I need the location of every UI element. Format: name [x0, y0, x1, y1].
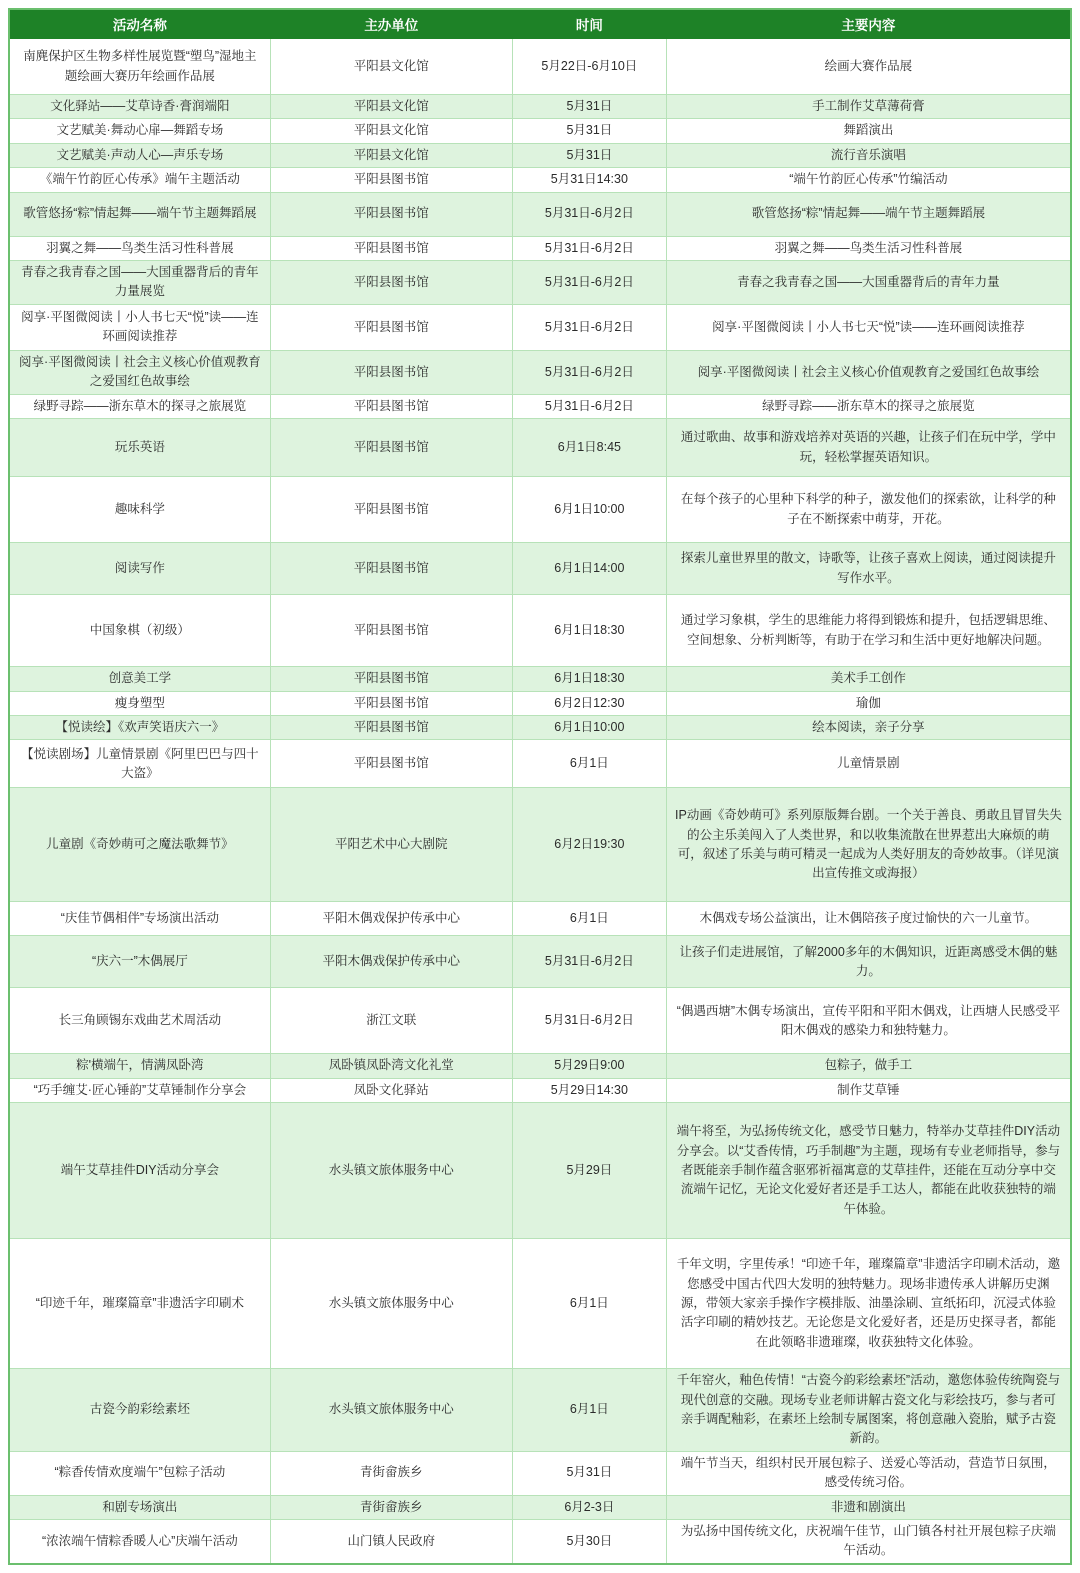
time-cell: 5月31日14:30: [512, 168, 666, 192]
time-cell: 5月29日9:00: [512, 1054, 666, 1078]
activity-name-cell: 文化驿站——艾草诗香·膏润端阳: [9, 95, 270, 119]
time-cell: 5月31日: [512, 95, 666, 119]
activity-name-cell: 南麂保护区生物多样性展览暨“塑鸟”湿地主题绘画大赛历年绘画作品展: [9, 39, 270, 95]
activity-name-cell: 【悦读绘】《欢声笑语庆六一》: [9, 716, 270, 740]
content-cell: “偶遇西塘”木偶专场演出，宣传平阳和平阳木偶戏，让西塘人民感受平阳木偶戏的感染力和独特魅力。: [666, 988, 1071, 1054]
table-row: [9, 236, 1071, 260]
organizer-cell: 平阳县图书馆: [270, 350, 512, 394]
organizer-cell: 青街畲族乡: [270, 1495, 512, 1519]
table-row: [9, 168, 1071, 192]
content-cell: 手工制作艾草薄荷膏: [666, 95, 1071, 119]
activities-table: [8, 8, 1072, 1565]
time-cell: 6月1日: [512, 740, 666, 788]
table-row: [9, 1451, 1071, 1495]
activity-name-cell: 阅读写作: [9, 543, 270, 595]
activity-name-cell: 端午艾草挂件DIY活动分享会: [9, 1103, 270, 1239]
content-cell: IP动画《奇妙萌可》系列原版舞台剧。一个关于善良、勇敢且冒冒失失的公主乐美闯入了人类世界，和以收集流散在世界惹出大麻烦的萌可，叙述了乐美与萌可精灵一起成为人类好朋友的奇妙故事。（详见演出宣传推文或海报）: [666, 788, 1071, 902]
activity-name-cell: 玩乐英语: [9, 419, 270, 477]
table-row: [9, 394, 1071, 418]
content-cell: 阅享·平图微阅读丨社会主义核心价值观教育之爱国红色故事绘: [666, 350, 1071, 394]
organizer-cell: 凤卧镇凤卧湾文化礼堂: [270, 1054, 512, 1078]
table-row: [9, 95, 1071, 119]
activity-name-cell: 阅享·平图微阅读丨小人书七天“悦”读——连环画阅读推荐: [9, 304, 270, 350]
activities-table-body: [9, 39, 1071, 1564]
table-row: [9, 1520, 1071, 1564]
organizer-cell: 平阳县图书馆: [270, 595, 512, 667]
table-row: [9, 936, 1071, 988]
organizer-cell: 浙江文联: [270, 988, 512, 1054]
time-cell: 6月1日: [512, 902, 666, 936]
table-row: [9, 1369, 1071, 1452]
table-row: [9, 543, 1071, 595]
table-row: [9, 740, 1071, 788]
time-cell: 6月1日: [512, 1239, 666, 1369]
organizer-cell: 平阳木偶戏保护传承中心: [270, 936, 512, 988]
activity-name-cell: 中国象棋（初级）: [9, 595, 270, 667]
activity-name-cell: 《端午竹韵匠心传承》端午主题活动: [9, 168, 270, 192]
table-row: [9, 595, 1071, 667]
activity-name-cell: “浓浓端午情粽香暖人心”庆端午活动: [9, 1520, 270, 1564]
activity-name-cell: 【悦读剧场】儿童情景剧《阿里巴巴与四十大盗》: [9, 740, 270, 788]
time-cell: 5月31日-6月2日: [512, 988, 666, 1054]
organizer-cell: 平阳县图书馆: [270, 691, 512, 715]
table-row: [9, 988, 1071, 1054]
time-cell: 6月1日: [512, 1369, 666, 1452]
time-cell: 6月2日12:30: [512, 691, 666, 715]
organizer-cell: 平阳县图书馆: [270, 740, 512, 788]
content-cell: 探索儿童世界里的散文，诗歌等，让孩子喜欢上阅读，通过阅读提升写作水平。: [666, 543, 1071, 595]
activity-name-cell: “庆佳节偶相伴”专场演出活动: [9, 902, 270, 936]
activity-name-cell: 瘦身塑型: [9, 691, 270, 715]
organizer-cell: 平阳县图书馆: [270, 543, 512, 595]
table-row: [9, 1054, 1071, 1078]
column-header-organizer: 主办单位: [270, 9, 512, 39]
time-cell: 5月29日14:30: [512, 1078, 666, 1102]
activity-name-cell: 阅享·平图微阅读丨社会主义核心价值观教育之爱国红色故事绘: [9, 350, 270, 394]
activity-name-cell: 粽'横端午，情满凤卧湾: [9, 1054, 270, 1078]
organizer-cell: 平阳县图书馆: [270, 716, 512, 740]
content-cell: 绿野寻踪——浙东草木的探寻之旅展览: [666, 394, 1071, 418]
content-cell: 绘画大赛作品展: [666, 39, 1071, 95]
content-cell: 制作艾草锤: [666, 1078, 1071, 1102]
activity-name-cell: “印迹千年，璀璨篇章”非遗活字印刷术: [9, 1239, 270, 1369]
table-row: [9, 716, 1071, 740]
time-cell: 5月31日-6月2日: [512, 260, 666, 304]
table-row: [9, 477, 1071, 543]
content-cell: 流行音乐演唱: [666, 143, 1071, 167]
column-header-time: 时间: [512, 9, 666, 39]
time-cell: 5月29日: [512, 1103, 666, 1239]
content-cell: 在每个孩子的心里种下科学的种子，激发他们的探索欲，让科学的种子在不断探索中萌芽，开花。: [666, 477, 1071, 543]
table-row: [9, 143, 1071, 167]
organizer-cell: 平阳艺术中心大剧院: [270, 788, 512, 902]
activity-name-cell: 古瓷今韵彩绘素坯: [9, 1369, 270, 1452]
table-row: [9, 1495, 1071, 1519]
activity-name-cell: 文艺赋美·声动人心—声乐专场: [9, 143, 270, 167]
time-cell: 5月31日-6月2日: [512, 350, 666, 394]
organizer-cell: 水头镇文旅体服务中心: [270, 1369, 512, 1452]
content-cell: 美术手工创作: [666, 667, 1071, 691]
table-row: [9, 304, 1071, 350]
organizer-cell: 凤卧文化驿站: [270, 1078, 512, 1102]
time-cell: 6月2日19:30: [512, 788, 666, 902]
time-cell: 5月31日-6月2日: [512, 304, 666, 350]
table-row: [9, 788, 1071, 902]
time-cell: 5月22日-6月10日: [512, 39, 666, 95]
time-cell: 5月31日-6月2日: [512, 236, 666, 260]
organizer-cell: 平阳县图书馆: [270, 236, 512, 260]
organizer-cell: 平阳县文化馆: [270, 95, 512, 119]
table-row: [9, 1103, 1071, 1239]
content-cell: 通过歌曲、故事和游戏培养对英语的兴趣，让孩子们在玩中学，学中玩，轻松掌握英语知识。: [666, 419, 1071, 477]
content-cell: 千年文明，字里传承！“印迹千年，璀璨篇章”非遗活字印刷术活动，邀您感受中国古代四大发明的独特魅力。现场非遗传承人讲解历史渊源，带领大家亲手操作字模排版、油墨涂刷、宣纸拓印，沉浸式体验活字印刷的精妙技艺。无论您是文化爱好者，还是历史探寻者，都能在此领略非遗璀璨，收获独特文化体验。: [666, 1239, 1071, 1369]
time-cell: 6月1日18:30: [512, 667, 666, 691]
organizer-cell: 山门镇人民政府: [270, 1520, 512, 1564]
table-row: [9, 1078, 1071, 1102]
organizer-cell: 平阳县图书馆: [270, 304, 512, 350]
time-cell: 6月2-3日: [512, 1495, 666, 1519]
table-row: [9, 119, 1071, 143]
table-row: [9, 1239, 1071, 1369]
organizer-cell: 平阳县文化馆: [270, 39, 512, 95]
time-cell: 5月30日: [512, 1520, 666, 1564]
content-cell: 瑜伽: [666, 691, 1071, 715]
content-cell: 儿童情景剧: [666, 740, 1071, 788]
time-cell: 5月31日-6月2日: [512, 192, 666, 236]
activity-name-cell: 文艺赋美·舞动心扉—舞蹈专场: [9, 119, 270, 143]
content-cell: 让孩子们走进展馆，了解2000多年的木偶知识，近距离感受木偶的魅力。: [666, 936, 1071, 988]
organizer-cell: 平阳县图书馆: [270, 667, 512, 691]
table-row: [9, 39, 1071, 95]
activity-name-cell: “庆六一”木偶展厅: [9, 936, 270, 988]
time-cell: 6月1日10:00: [512, 477, 666, 543]
table-row: [9, 691, 1071, 715]
header-row: [9, 9, 1071, 39]
organizer-cell: 水头镇文旅体服务中心: [270, 1103, 512, 1239]
column-header-activity-name: 活动名称: [9, 9, 270, 39]
activity-name-cell: 儿童剧《奇妙萌可之魔法歌舞节》: [9, 788, 270, 902]
table-row: [9, 419, 1071, 477]
column-header-content: 主要内容: [666, 9, 1071, 39]
time-cell: 5月31日: [512, 119, 666, 143]
time-cell: 6月1日10:00: [512, 716, 666, 740]
time-cell: 5月31日: [512, 143, 666, 167]
content-cell: 舞蹈演出: [666, 119, 1071, 143]
organizer-cell: 平阳县图书馆: [270, 394, 512, 418]
content-cell: 羽翼之舞——鸟类生活习性科普展: [666, 236, 1071, 260]
time-cell: 6月1日18:30: [512, 595, 666, 667]
content-cell: 木偶戏专场公益演出，让木偶陪孩子度过愉快的六一儿童节。: [666, 902, 1071, 936]
content-cell: 青春之我青春之国——大国重器背后的青年力量: [666, 260, 1071, 304]
organizer-cell: 平阳县图书馆: [270, 477, 512, 543]
time-cell: 5月31日-6月2日: [512, 394, 666, 418]
time-cell: 6月1日14:00: [512, 543, 666, 595]
time-cell: 6月1日8:45: [512, 419, 666, 477]
content-cell: 通过学习象棋，学生的思维能力将得到锻炼和提升，包括逻辑思维、空间想象、分析判断等，有助于在学习和生活中更好地解决问题。: [666, 595, 1071, 667]
table-row: [9, 667, 1071, 691]
organizer-cell: 平阳县图书馆: [270, 192, 512, 236]
time-cell: 5月31日-6月2日: [512, 936, 666, 988]
activity-name-cell: 羽翼之舞——鸟类生活习性科普展: [9, 236, 270, 260]
organizer-cell: 平阳县文化馆: [270, 119, 512, 143]
content-cell: 非遗和剧演出: [666, 1495, 1071, 1519]
content-cell: 阅享·平图微阅读丨小人书七天“悦”读——连环画阅读推荐: [666, 304, 1071, 350]
content-cell: “端午竹韵匠心传承”竹编活动: [666, 168, 1071, 192]
organizer-cell: 平阳县图书馆: [270, 419, 512, 477]
table-row: [9, 192, 1071, 236]
table-row: [9, 260, 1071, 304]
activity-name-cell: 绿野寻踪——浙东草木的探寻之旅展览: [9, 394, 270, 418]
content-cell: 包粽子，做手工: [666, 1054, 1071, 1078]
content-cell: 端午将至，为弘扬传统文化，感受节日魅力，特举办艾草挂件DIY活动分享会。以“艾香传情，巧手制趣”为主题，现场有专业老师指导，参与者既能亲手制作蕴含驱邪祈福寓意的艾草挂件，还能在互动分享中交流端午记忆，无论文化爱好者还是手工达人，都能在此收获独特的端午体验。: [666, 1103, 1071, 1239]
activity-name-cell: 创意美工学: [9, 667, 270, 691]
activity-name-cell: 歌管悠扬“粽”情起舞——端午节主题舞蹈展: [9, 192, 270, 236]
content-cell: 绘本阅读，亲子分享: [666, 716, 1071, 740]
organizer-cell: 水头镇文旅体服务中心: [270, 1239, 512, 1369]
content-cell: 为弘扬中国传统文化，庆祝端午佳节，山门镇各村社开展包粽子庆端午活动。: [666, 1520, 1071, 1564]
organizer-cell: 青街畲族乡: [270, 1451, 512, 1495]
activity-name-cell: 和剧专场演出: [9, 1495, 270, 1519]
activity-name-cell: 长三角顾锡东戏曲艺术周活动: [9, 988, 270, 1054]
table-header: [9, 9, 1071, 39]
activity-name-cell: “粽香传情欢度端午”包粽子活动: [9, 1451, 270, 1495]
organizer-cell: 平阳县图书馆: [270, 260, 512, 304]
table-row: [9, 902, 1071, 936]
content-cell: 千年窑火，釉色传情！“古瓷今韵彩绘素坯”活动，邀您体验传统陶瓷与现代创意的交融。现场专业老师讲解古瓷文化与彩绘技巧，参与者可亲手调配釉彩，在素坯上绘制专属图案，将创意融入瓷胎，赋予古瓷新韵。: [666, 1369, 1071, 1452]
content-cell: 歌管悠扬“粽”情起舞——端午节主题舞蹈展: [666, 192, 1071, 236]
activity-name-cell: “巧手缠艾·匠心锤韵”艾草锤制作分享会: [9, 1078, 270, 1102]
activity-name-cell: 趣味科学: [9, 477, 270, 543]
organizer-cell: 平阳木偶戏保护传承中心: [270, 902, 512, 936]
organizer-cell: 平阳县图书馆: [270, 168, 512, 192]
content-cell: 端午节当天，组织村民开展包粽子、送爱心等活动，营造节日氛围，感受传统习俗。: [666, 1451, 1071, 1495]
organizer-cell: 平阳县文化馆: [270, 143, 512, 167]
table-row: [9, 350, 1071, 394]
activity-name-cell: 青春之我青春之国——大国重器背后的青年力量展览: [9, 260, 270, 304]
time-cell: 5月31日: [512, 1451, 666, 1495]
